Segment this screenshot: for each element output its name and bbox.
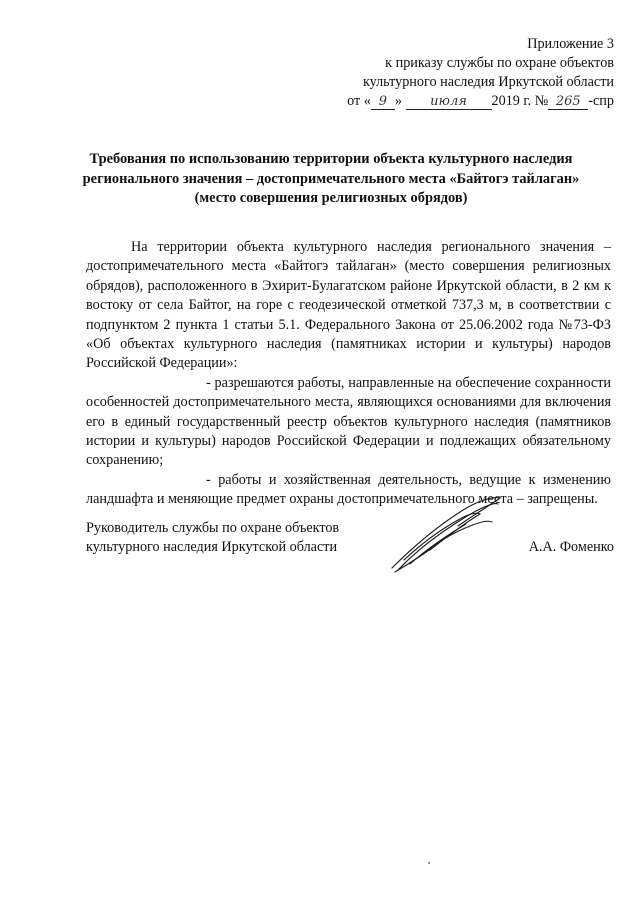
date-month-value: июля bbox=[430, 94, 467, 109]
order-number-value: 265 bbox=[555, 94, 581, 109]
document-body bbox=[86, 238, 611, 510]
appendix-header bbox=[347, 35, 614, 111]
order-suffix: -спр bbox=[588, 93, 614, 109]
scan-speck bbox=[428, 862, 430, 864]
agency-name: культурного наследия Иркутской области bbox=[362, 74, 614, 90]
date-year: 2019 г. № bbox=[491, 93, 549, 109]
intro-paragraph: На территории объекта культурного наследия регионального значения – достопримечательного места «Байтогэ тайлаган» (место совершения религиозных обрядов), расположенного в Эхирит-Булагатском районе Иркутской области, в 2 км к востоку от села Байтог, на горе с геодезической отметкой 737,3 м, в соответствии с подпунктом 2 пункта 1 статьи 5.1. Федерального Закона от 25.06.2002 года №73-ФЗ «Об объектах культурного наследия (памятниках истории и культуры) народов Российской Федерации»: bbox=[86, 239, 611, 372]
position-line-1: Руководитель службы по охране объектов bbox=[86, 520, 340, 536]
title-line-2: регионального значения – достопримечательного места «Байтогэ тайлаган» bbox=[82, 170, 580, 187]
appendix-number: Приложение 3 bbox=[527, 36, 614, 52]
title-line-1: Требования по использованию территории объекта культурного наследия bbox=[89, 151, 573, 167]
handwritten-signature bbox=[380, 490, 510, 580]
prohibited-works-item: - работы и хозяйственная деятельность, ведущие к изменению ландшафта и меняющие предмет охраны достопримечательного места – запрещены. bbox=[86, 471, 611, 508]
date-month bbox=[406, 94, 492, 110]
date-day-value: 9 bbox=[378, 94, 387, 109]
date-mid: » bbox=[394, 93, 402, 109]
order-number bbox=[548, 94, 588, 110]
signatory-position bbox=[86, 519, 339, 558]
order-date-line bbox=[347, 92, 614, 111]
position-line-2: культурного наследия Иркутской области bbox=[86, 539, 338, 556]
date-prefix: от « bbox=[347, 93, 371, 109]
date-day bbox=[371, 94, 395, 110]
order-reference: к приказу службы по охране объектов bbox=[385, 55, 614, 71]
permitted-works-item: - разрешаются работы, направленные на обеспечение сохранности особенностей достопримечательного места, являющихся основаниями для включения его в единый государственный реестр объектов культурного наследия (памятников истории и культуры) народов Российской Федерации и подлежащих обязательному сохранению; bbox=[86, 374, 611, 469]
title-line-3: (место совершения религиозных обрядов) bbox=[194, 190, 468, 206]
signatory-name: А.А. Фоменко bbox=[528, 539, 614, 555]
document-title bbox=[76, 150, 586, 209]
